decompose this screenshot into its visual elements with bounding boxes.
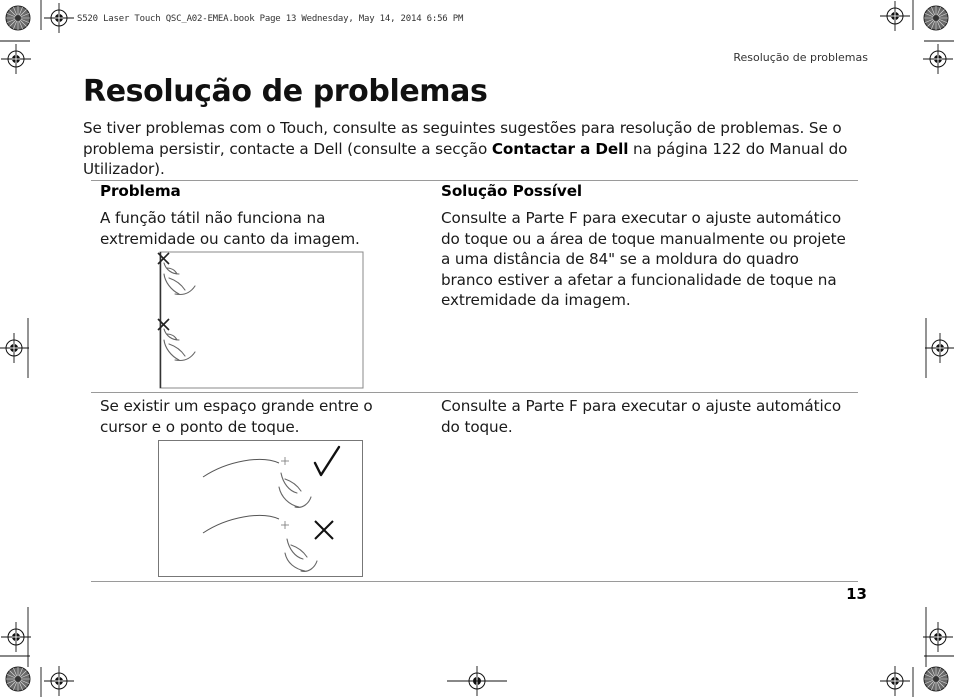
contact-dell-reference: Contactar a Dell bbox=[491, 139, 629, 158]
registration-mark-icon bbox=[44, 3, 74, 33]
color-wheel-icon bbox=[924, 667, 948, 691]
registration-mark-icon bbox=[923, 44, 953, 74]
registration-mark-icon bbox=[44, 666, 74, 696]
color-wheel-icon bbox=[924, 6, 948, 30]
color-wheel-icon bbox=[6, 667, 30, 691]
registration-mark-icon bbox=[880, 666, 910, 696]
column-header-solution: Solução Possível bbox=[441, 182, 583, 200]
registration-mark-icon bbox=[923, 622, 953, 652]
row2-problem: Se existir um espaço grande entre o cursor e o ponto de toque. bbox=[100, 397, 373, 436]
row1-solution: Consulte a Parte F para executar o ajuste automático do toque ou a área de toque manualmente ou projete a uma distância de 84" se a moldura do quadro branco estiver a afetar a funcionalidade de toque na extremidade da imagem. bbox=[441, 209, 846, 309]
color-wheel-icon bbox=[6, 6, 30, 30]
print-slug: S520 Laser Touch QSC_A02-EMEA.book Page 13 Wednesday, May 14, 2014 6:56 PM bbox=[77, 14, 464, 24]
intro-text-before: Se tiver problemas com o Touch, consulte as seguintes sugestões para resolução de problemas. Se o problema persistir, contacte a Dell (consulte a secção bbox=[83, 119, 842, 158]
registration-mark-icon bbox=[1, 622, 31, 652]
intro-text-after: na página 122 do Manual do Utilizador). bbox=[83, 139, 848, 178]
registration-mark-icon bbox=[925, 333, 954, 363]
row2-solution: Consulte a Parte F para executar o ajuste automático do toque. bbox=[441, 397, 842, 436]
registration-mark-icon bbox=[1, 44, 31, 74]
column-header-problem: Problema bbox=[100, 182, 181, 200]
page-number: 13 bbox=[846, 585, 867, 603]
running-head: Resolução de problemas bbox=[733, 51, 868, 64]
page-title: Resolução de problemas bbox=[83, 74, 488, 109]
row1-problem: A função tátil não funciona na extremidade ou canto da imagem. bbox=[100, 209, 360, 248]
registration-mark-icon bbox=[0, 333, 29, 363]
registration-mark-icon bbox=[880, 1, 910, 31]
